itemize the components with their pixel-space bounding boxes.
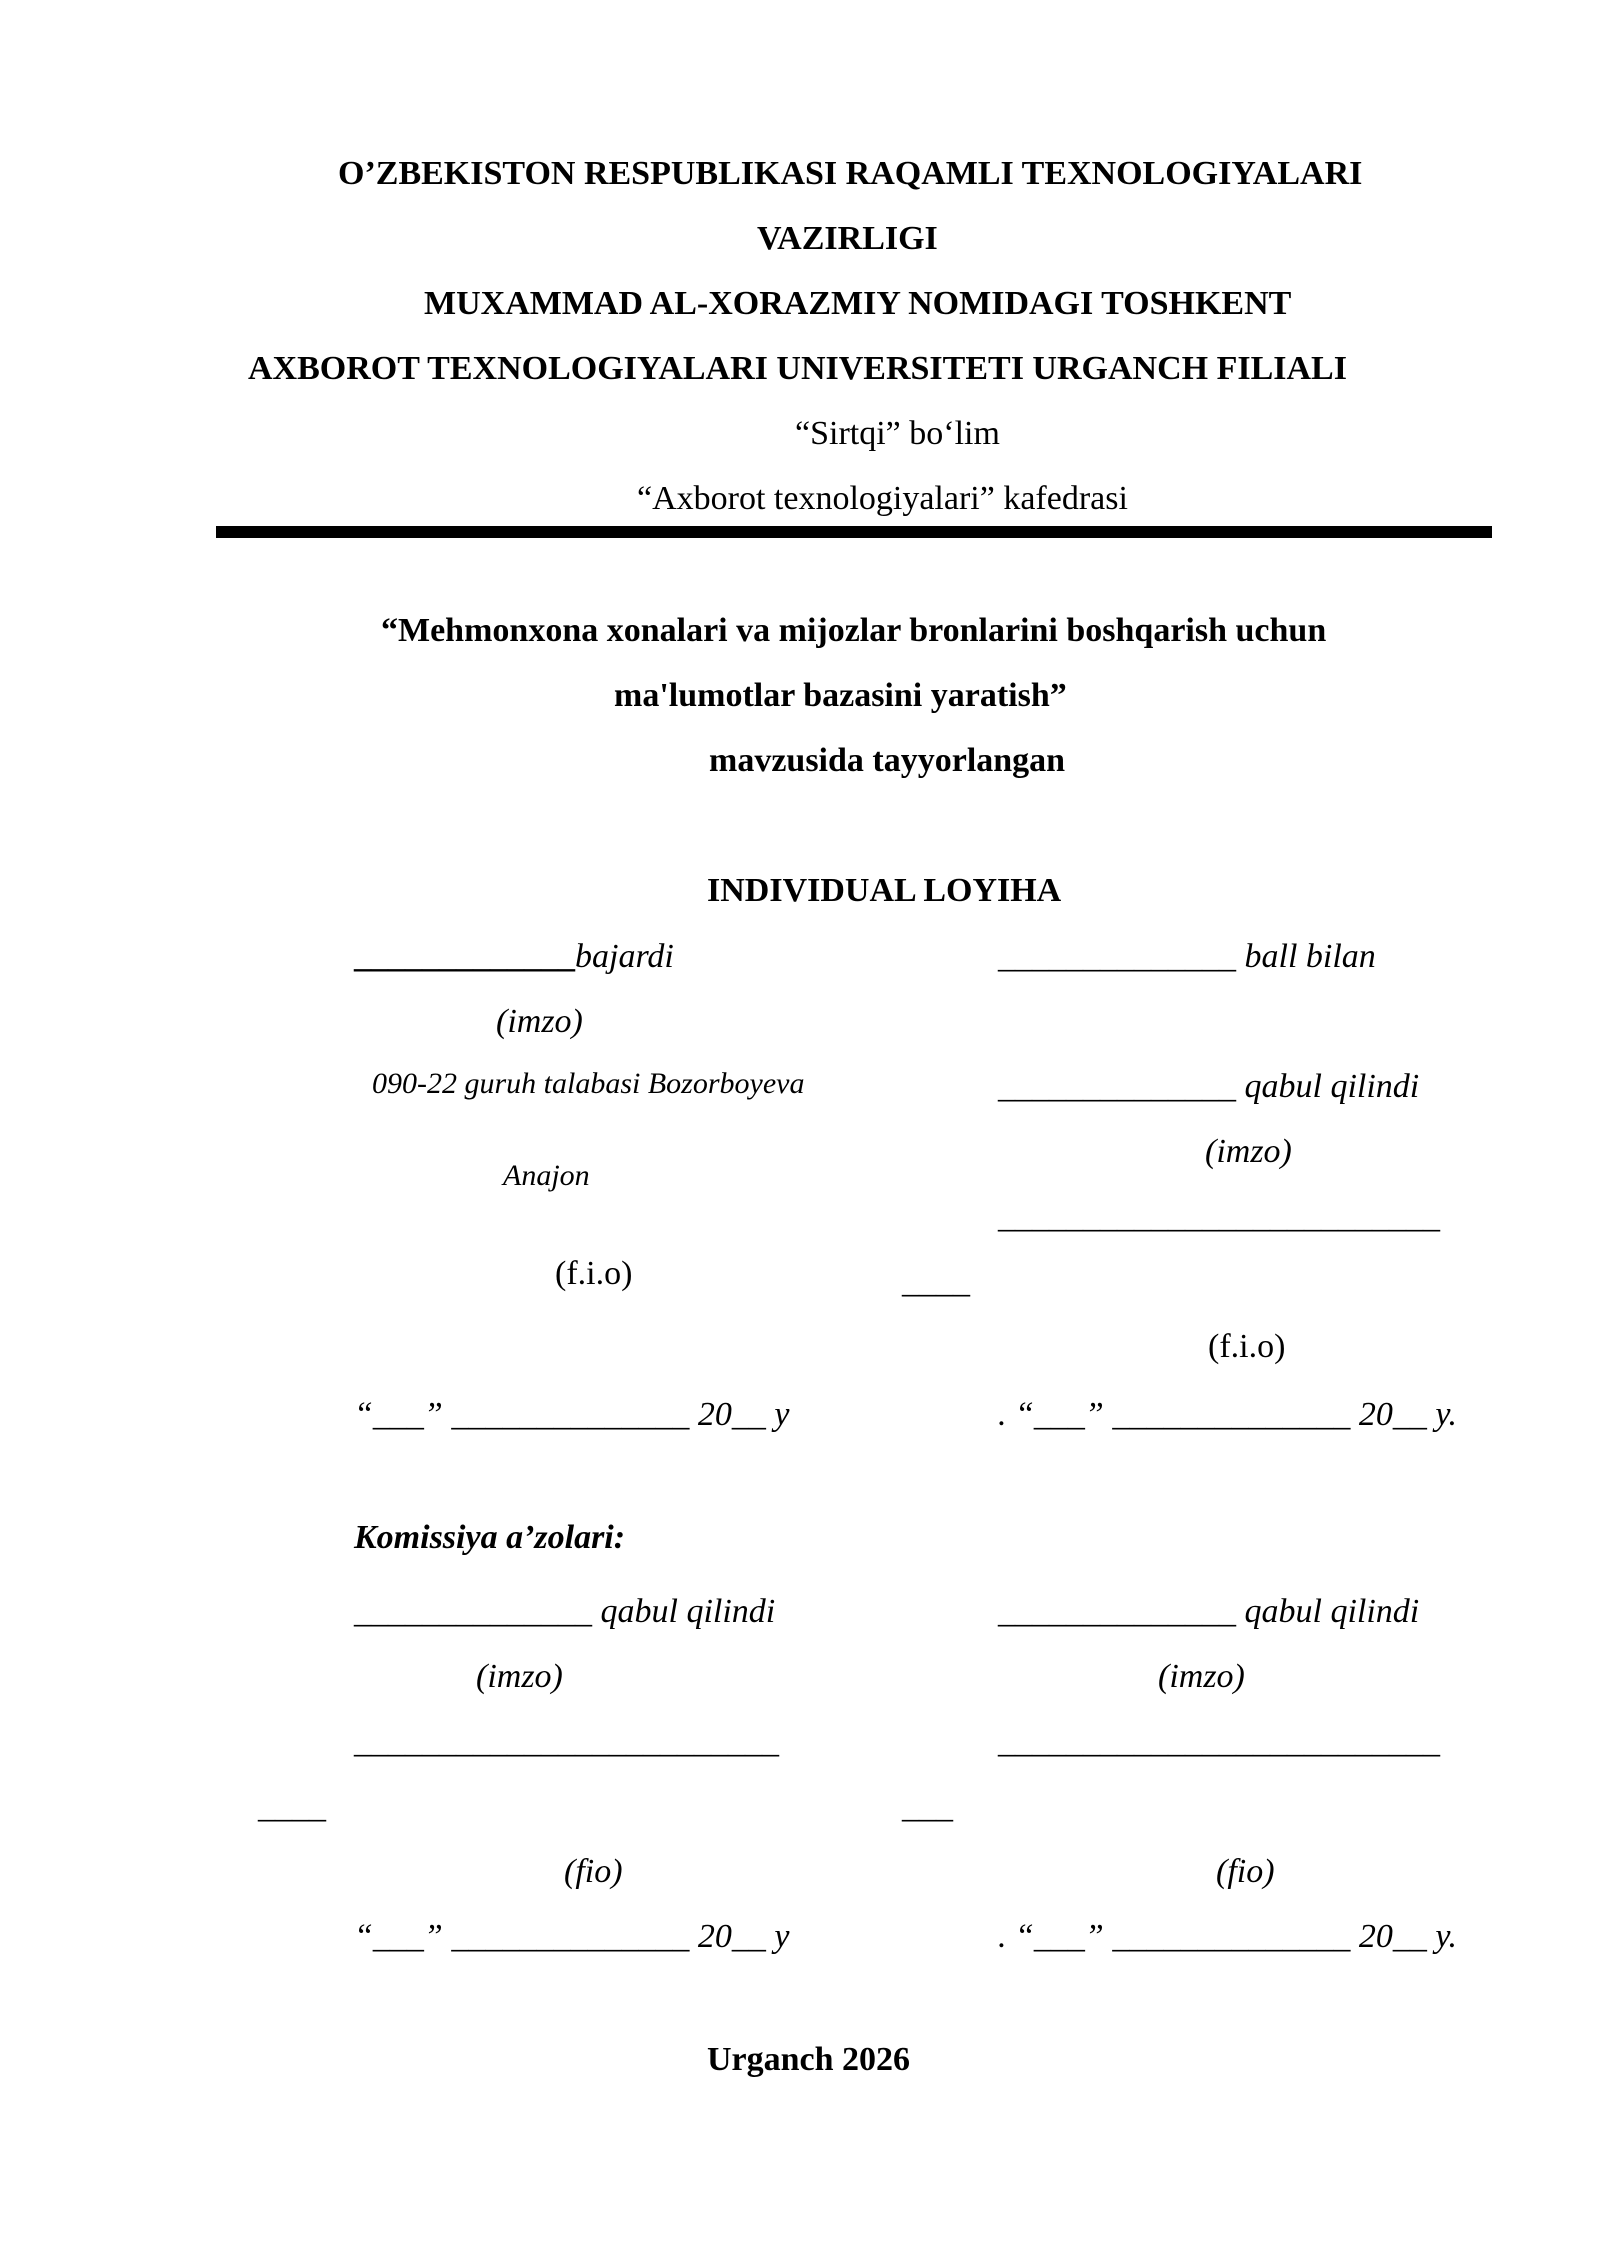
student-info-line-2: Anajon	[503, 1159, 590, 1192]
city-year: Urganch 2026	[707, 2041, 911, 2078]
commission-title: Komissiya a’zolari:	[354, 1519, 626, 1556]
performer-name-hint: (f.i.o)	[555, 1255, 633, 1292]
middle-dash: ____	[902, 1263, 970, 1300]
student-info-line-1: 090-22 guruh talabasi Bozorboyeva	[372, 1067, 805, 1100]
grade-line: ______________ ball bilan	[998, 938, 1376, 975]
commission-left-dash: ____	[258, 1788, 326, 1825]
ministry-line-2: VAZIRLIGI	[757, 220, 938, 257]
accepted-line: ______________ qabul qilindi	[998, 1068, 1420, 1105]
performer-date: “___” ______________ 20__ y	[354, 1396, 790, 1433]
reviewer-date: . “___” ______________ 20__ y.	[998, 1396, 1458, 1433]
ministry-line-1: O’ZBEKISTON RESPUBLIKASI RAQAMLI TEXNOLOGIYALARI	[338, 155, 1363, 192]
commission-right-accepted: ______________ qabul qilindi	[998, 1593, 1420, 1630]
topic-line-2: ma'lumotlar bazasini yaratish”	[614, 677, 1067, 714]
commission-left-date: “___” ______________ 20__ y	[354, 1918, 790, 1955]
commission-right-name-line: __________________________	[998, 1723, 1440, 1760]
performer-label: bajardi	[575, 938, 674, 975]
commission-left-accepted: ______________ qabul qilindi	[354, 1593, 776, 1630]
document-type-title: INDIVIDUAL LOYIHA	[707, 872, 1062, 909]
reviewer-name-hint: (f.i.o)	[1208, 1328, 1286, 1365]
commission-left-name-hint: (fio)	[564, 1853, 623, 1890]
commission-left-name-line: _________________________	[354, 1723, 779, 1760]
reviewer-signature-hint: (imzo)	[1205, 1133, 1292, 1170]
topic-line-1: “Mehmonxona xonalari va mijozlar bronlarini boshqarish uchun	[381, 612, 1327, 649]
commission-right-name-hint: (fio)	[1216, 1853, 1275, 1890]
commission-left-signature-hint: (imzo)	[476, 1658, 563, 1695]
performer-line	[354, 940, 674, 974]
commission-right-date: . “___” ______________ 20__ y.	[998, 1918, 1458, 1955]
university-line-2: AXBOROT TEXNOLOGIYALARI UNIVERSITETI URGANCH FILIALI	[248, 350, 1347, 387]
commission-right-dash: ___	[902, 1788, 953, 1825]
performer-signature-line: _____________	[354, 938, 575, 975]
commission-right-signature-hint: (imzo)	[1158, 1658, 1245, 1695]
chair-name: “Axborot texnologiyalari” kafedrasi	[637, 480, 1128, 517]
reviewer-name-line: __________________________	[998, 1198, 1440, 1235]
university-line-1: MUXAMMAD AL-XORAZMIY NOMIDAGI TOSHKENT	[424, 285, 1292, 322]
header-divider	[216, 526, 1492, 538]
performer-signature-hint: (imzo)	[496, 1003, 583, 1040]
department-name: “Sirtqi” bo‘lim	[795, 415, 1000, 452]
topic-line-3: mavzusida tayyorlangan	[709, 742, 1066, 779]
